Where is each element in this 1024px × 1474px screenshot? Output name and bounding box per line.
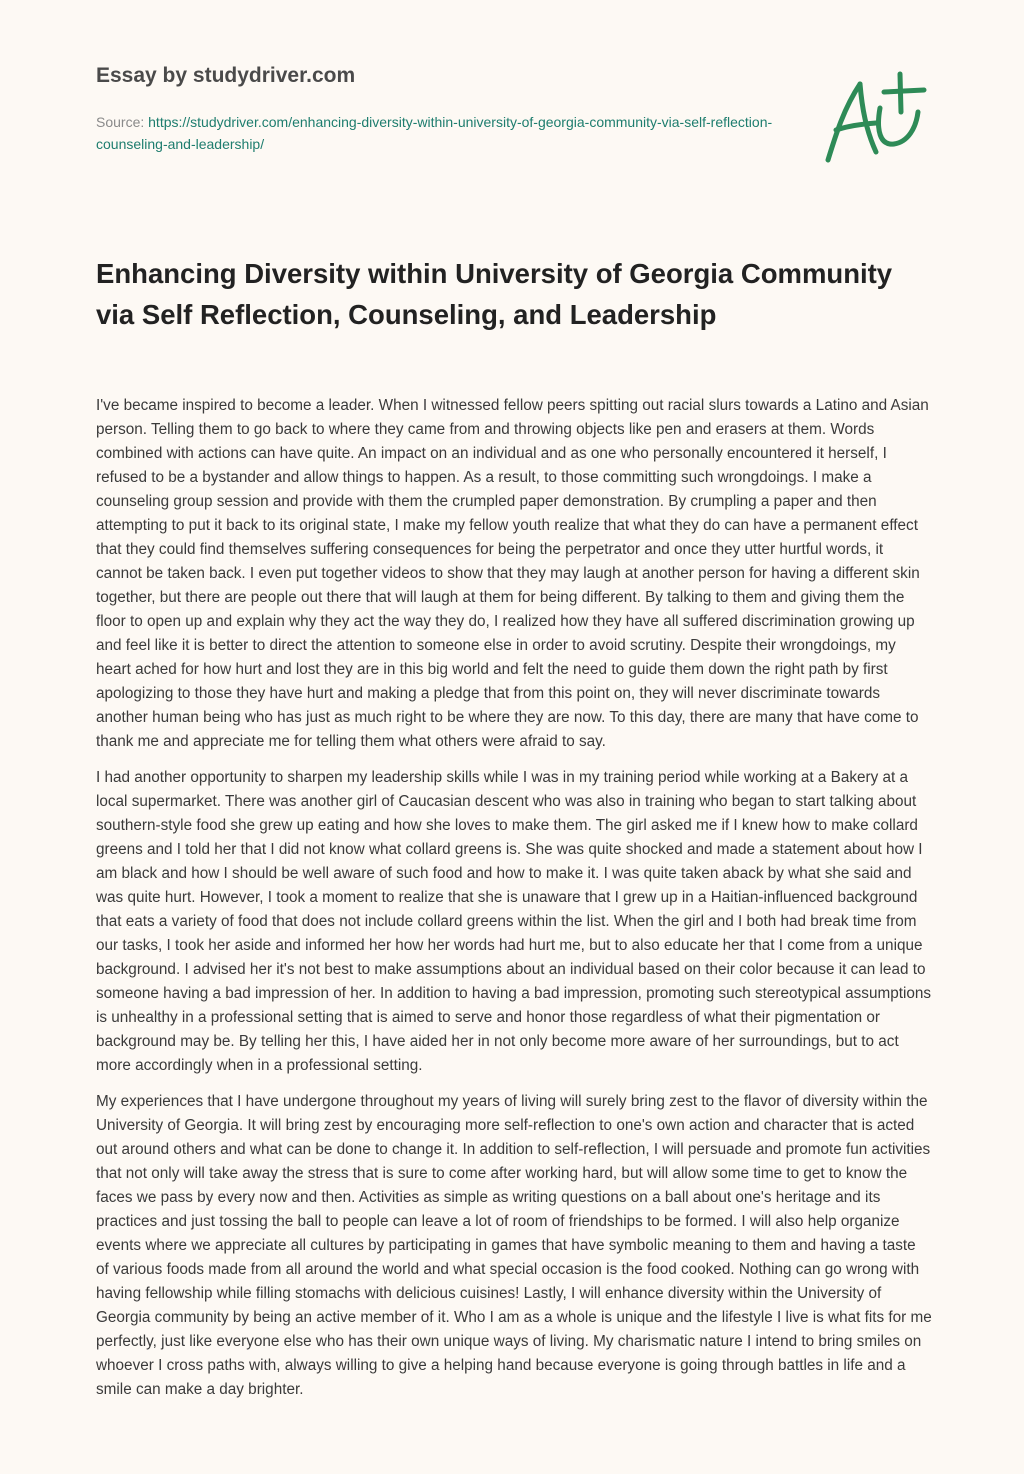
body-paragraph: My experiences that I have undergone throughout my years of living will surely bring zest to the flavor of diversity within the University of Georgia. It will bring zest by encouraging more self-reflection to one's own action and character that is acted out around others and what can be done to change it. In addition to self-reflection, I will persuade and promote fun activities that not only will take away the stress that is sure to come after working hard, but will allow some time to get to know the faces we pass by every now and then. Activities as simple as writing questions on a ball about one's heritage and its practices and just tossing the ball to people can leave a lot of room of friendships to be formed. I will also help organize events where we appreciate all cultures by participating in games that have symbolic meaning to them and having a taste of various foods made from all around the world and what special occasion is the food cooked. Nothing can go wrong with having fellowship while filling stomachs with delicious cuisines! Lastly, I will enhance diversity within the University of Georgia community by being an active member of it. Who I am as a whole is unique and the lifestyle I live is what fits for me perfectly, just like everyone else who has their own unique ways of living. My charismatic nature I intend to bring smiles on whoever I cross paths with, always willing to give a helping hand because everyone is going through battles in life and a smile can make a day brighter. [96, 1093, 932, 1398]
body-paragraph: I've became inspired to become a leader. When I witnessed fellow peers spitting out racial slurs towards a Latino and Asian person. Telling them to go back to where they came from and throwing objects like pen and erasers at them. Words combined with actions can have quite. An impact on an individual and as one who personally encountered it herself, I refused to be a bystander and allow things to happen. As a result, to those committing such wrongdoings. I make a counseling group session and provide with them the crumpled paper demonstration. By crumpling a paper and then attempting to put it back to its original state, I make my fellow youth realize that what they do can have a permanent effect that they could find themselves suffering consequences for being the perpetrator and once they utter hurtful words, it cannot be taken back. I even put together videos to show that they may laugh at another person for having a different skin together, but there are people out there that will laugh at them for being different. By talking to them and giving them the floor to open up and explain why they act the way they do, I realized how they have all suffered discrimination growing up and feel like it is better to direct the attention to someone else in order to avoid scrutiny. Despite their wrongdoings, my heart ached for how hurt and lost they are in this big world and felt the need to guide them down the right path by first apologizing to those they have hurt and making a pledge that from this point on, they will never discriminate towards another human being who has just as much right to be where they are now. To this day, there are many that have come to thank me and appreciate me for telling them what others were afraid to say. [96, 397, 929, 750]
page-title: Enhancing Diversity within University of Georgia Community via Self Reflection, Counseling, and Leadership [96, 258, 893, 330]
essay-header [96, 62, 796, 155]
body-paragraph: I had another opportunity to sharpen my leadership skills while I was in my training period while working at a Bakery at a local supermarket. There was another girl of Caucasian descent who was also in training who began to start talking about southern-style food she grew up eating and how she loves to make them. The girl asked me if I knew how to make collard greens and I told her that I did not know what collard greens is. She was quite shocked and made a statement about how I am black and how I should be well aware of such food and how to make it. I was quite taken aback by what she said and was quite hurt. However, I took a moment to realize that she is unaware that I grew up in a Haitian-influenced background that eats a variety of food that does not include collard greens within the list. When the girl and I both had break time from our tasks, I took her aside and informed her how her words had hurt me, but to also educate her that I come from a unique background. I advised her it's not best to make assumptions about an individual based on their color because it can lead to someone having a bad impression of her. In addition to having a bad impression, promoting such stereotypical assumptions is unhealthy in a professional setting that is aimed to serve and honor those regardless of what their pigmentation or background may be. By telling her this, I have aided her in not only become more aware of her surroundings, but to act more accordingly when in a professional setting. [96, 769, 932, 1074]
essay-body [96, 394, 932, 1414]
a-plus-grade-icon [822, 68, 932, 168]
source-link[interactable]: https://studydriver.com/enhancing-diversity-within-university-of-georgia-community-via-self-reflection-counseling-and-leadership/ [96, 114, 773, 152]
source-label: Source: [96, 114, 145, 130]
source-line [96, 111, 796, 155]
site-title: Essay by studydriver.com [96, 64, 356, 87]
